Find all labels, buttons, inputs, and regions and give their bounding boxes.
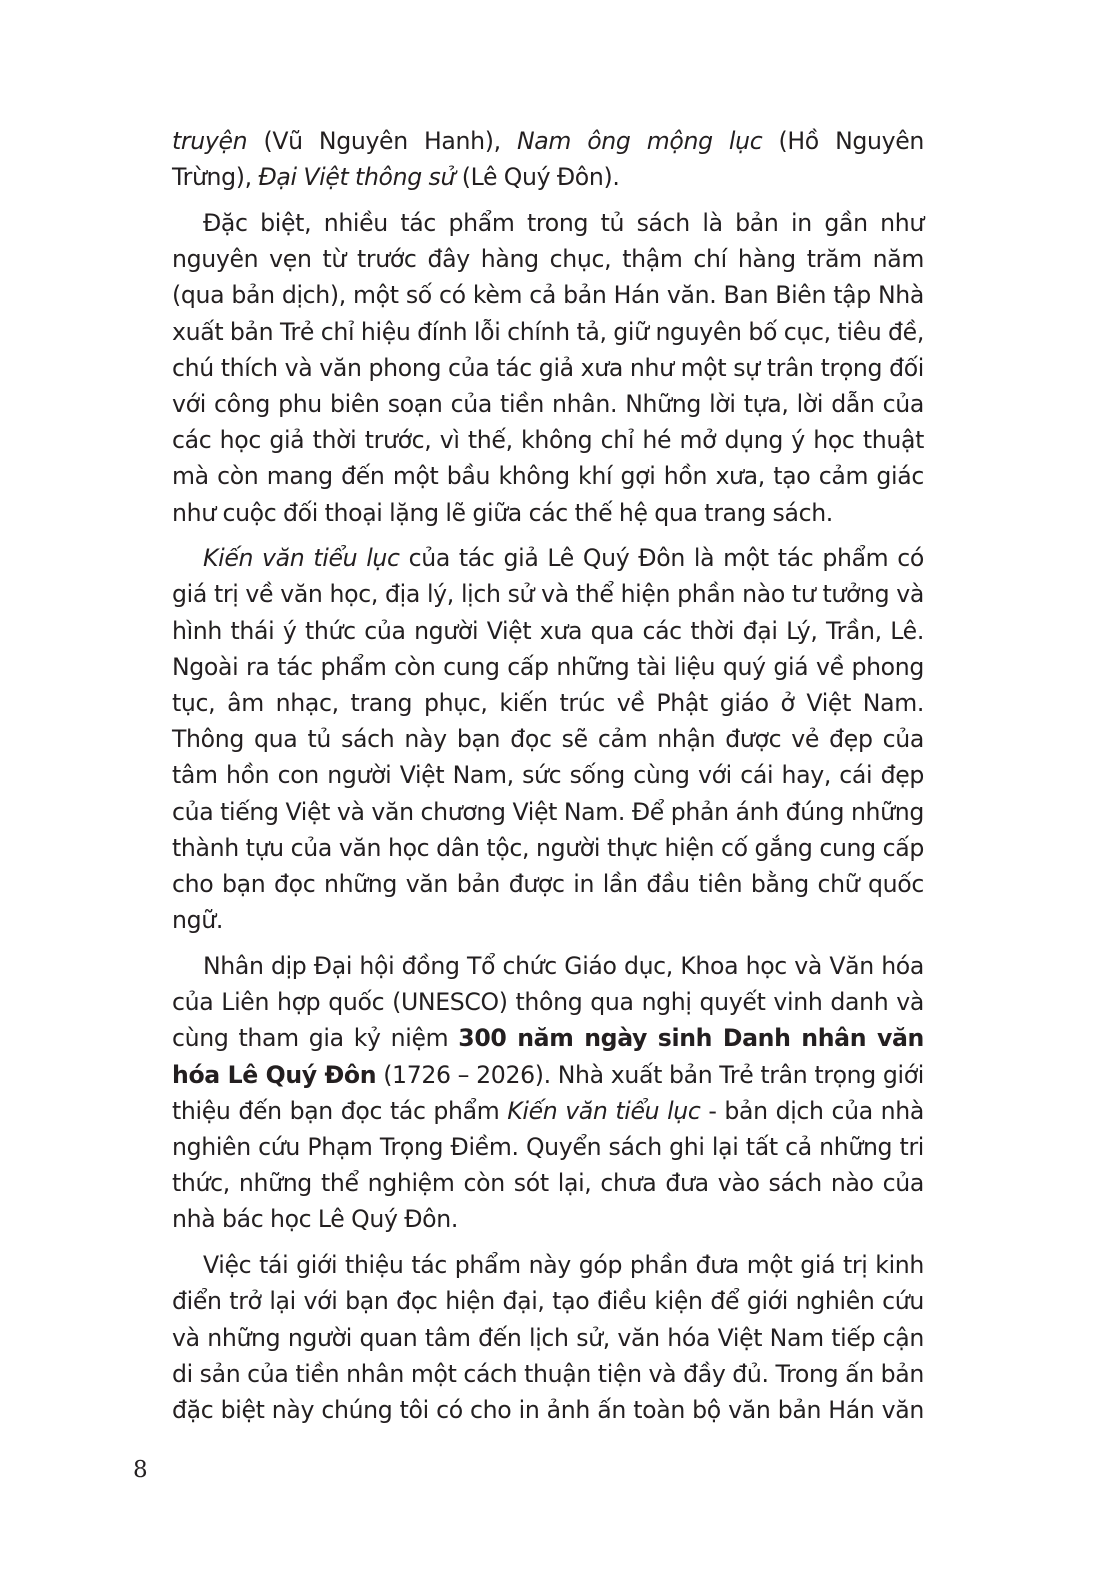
bold-text: 300 năm ngày sinh Danh nhân văn hóa Lê Quý Đôn (172, 1024, 924, 1089)
text-run: của tác giả Lê Quý Đôn là một tác phẩm có giá trị về văn học, địa lý, lịch sử và thể hiện phần nào tư tưởng và hình thái ý thức của người Việt xưa qua các thời đại Lý, Trần, Lê. Ngoài ra tác phẩm còn cung cấp những tài liệu quý giá về phong tục, âm nhạc, trang phục, kiến trúc về Phật giáo ở Việt Nam. Thông qua tủ sách này bạn đọc sẽ cảm nhận được vẻ đẹp của tâm hồn con người Việt Nam, sức sống cùng với cái hay, cái đẹp của tiếng Việt và văn chương Việt Nam. Để phản ánh đúng những thành tựu của văn học dân tộc, người thực hiện cố gắng cung cấp cho bạn đọc những văn bản được in lần đầu tiên bằng chữ quốc ngữ. (172, 544, 924, 935)
text-run: - bản dịch của nhà nghiên cứu Phạm Trọng Điềm. Quyển sách ghi lại tất cả những tri thức, những thể nghiệm còn sót lại, chưa đưa vào sách nào của nhà bác học Lê Quý Đôn. (172, 1096, 924, 1234)
paragraph (172, 205, 924, 531)
paragraph (172, 123, 924, 195)
page-number: 8 (133, 1457, 148, 1483)
italic-text: Kiến văn tiểu lục (203, 544, 400, 573)
paragraph (172, 1247, 924, 1428)
italic-text: Nam ông mộng lục (516, 127, 763, 155)
text-run: Việc tái giới thiệu tác phẩm này góp phần đưa một giá trị kinh điển trở lại với bạn đọc hiện đại, tạo điều kiện để giới nghiên cứu và những người quan tâm đến lịch sử, văn hóa Việt Nam tiếp cận di sản của tiền nhân một cách thuận tiện và đầy đủ. Trong ấn bản đặc biệt này chúng tôi có cho in ảnh ấn toàn bộ văn bản Hán văn (172, 1251, 924, 1424)
text-run: (Hồ Nguyên Trừng), (172, 127, 925, 192)
text-run: (1726 – 2026). Nhà xuất bản Trẻ trân trọng giới thiệu đến bạn đọc tác phẩm (172, 1060, 924, 1125)
text-run: (Vũ Nguyên Hanh), (247, 127, 517, 155)
text-run: (Lê Quý Đôn). (455, 163, 620, 192)
italic-text: truyện (172, 127, 248, 155)
paragraph (172, 540, 924, 938)
italic-text: Kiến văn tiểu lục (507, 1096, 701, 1125)
body-text (172, 123, 924, 1438)
text-run: Nhân dịp Đại hội đồng Tổ chức Giáo dục, Khoa học và Văn hóa của Liên hợp quốc (UNESCO) thông qua nghị quyết vinh danh và cùng tham gia kỷ niệm (172, 951, 924, 1053)
text-run: Đặc biệt, nhiều tác phẩm trong tủ sách là bản in gần như nguyên vẹn từ trước đây hàng chục, thậm chí hàng trăm năm (qua bản dịch), một số có kèm cả bản Hán văn. Ban Biên tập Nhà xuất bản Trẻ chỉ hiệu đính lỗi chính tả, giữ nguyên bố cục, tiêu đề, chú thích và văn phong của tác giả xưa như một sự trân trọng đối với công phu biên soạn của tiền nhân. Những lời tựa, lời dẫn của các học giả thời trước, vì thế, không chỉ hé mở dụng ý học thuật mà còn mang đến một bầu không khí gợi hồn xưa, tạo cảm giác như cuộc đối thoại lặng lẽ giữa các thế hệ qua trang sách. (172, 208, 924, 527)
paragraph (172, 948, 924, 1238)
italic-text: Đại Việt thông sử (258, 163, 456, 192)
